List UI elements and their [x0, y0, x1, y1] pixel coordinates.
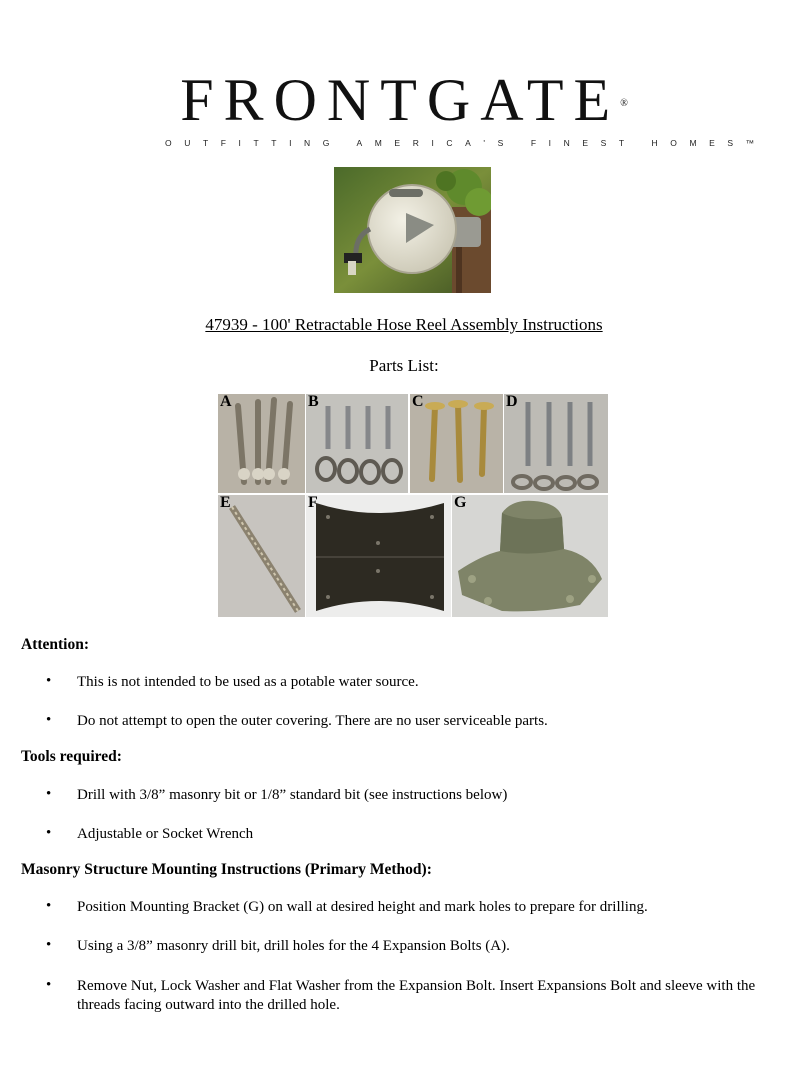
attention-heading: Attention:: [21, 636, 90, 653]
attention-item: This is not intended to be used as a potable water source.: [77, 674, 419, 690]
part-c-photo: [410, 394, 503, 493]
bullet-glyph: •: [46, 712, 52, 728]
brand-logo: [165, 67, 767, 160]
part-g-letter: G: [454, 495, 467, 511]
bullet-glyph: •: [46, 898, 52, 914]
parts-list-heading: Parts List:: [369, 356, 439, 375]
bullet-glyph: •: [46, 825, 52, 841]
bullet-glyph: •: [46, 977, 52, 993]
part-e-letter: E: [220, 495, 231, 511]
part-b-letter: B: [308, 394, 319, 410]
part-a-photo: [218, 394, 305, 493]
attention-item: Do not attempt to open the outer covering. There are no user serviceable parts.: [77, 713, 548, 729]
document-title: 47939 - 100' Retractable Hose Reel Assembly Instructions: [205, 315, 603, 334]
brand-name: FRONTGATE: [180, 67, 621, 133]
part-e-photo: [218, 495, 305, 617]
part-f-letter: F: [308, 495, 318, 511]
tools-item: Adjustable or Socket Wrench: [77, 826, 254, 842]
part-g-photo: [452, 495, 608, 617]
tools-heading: Tools required:: [21, 748, 122, 765]
part-b-photo: [306, 394, 408, 493]
tools-item: Drill with 3/8” masonry bit or 1/8” standard bit (see instructions below): [77, 787, 508, 803]
part-d-photo: [504, 394, 608, 493]
bullet-glyph: •: [46, 786, 52, 802]
part-a-letter: A: [220, 394, 232, 410]
part-d-letter: D: [506, 394, 518, 410]
masonry-heading: Masonry Structure Mounting Instructions (Primary Method):: [21, 861, 432, 878]
masonry-item: Position Mounting Bracket (G) on wall at desired height and mark holes to prepare for drilling.: [77, 899, 648, 915]
registered-mark: ®: [620, 98, 628, 109]
bullet-glyph: •: [46, 673, 52, 689]
masonry-item: Remove Nut, Lock Washer and Flat Washer from the Expansion Bolt. Insert Expansions Bolt and sleeve with the threads facing outward into the drilled hole.: [77, 978, 756, 1013]
product-photo: [334, 167, 491, 293]
masonry-item: Using a 3/8” masonry drill bit, drill holes for the 4 Expansion Bolts (A).: [77, 938, 510, 954]
part-f-photo: [306, 495, 451, 617]
brand-tagline: OUTFITTING AMERICA'S FINEST HOMES™: [165, 138, 767, 148]
part-c-letter: C: [412, 394, 424, 410]
bullet-glyph: •: [46, 937, 52, 953]
